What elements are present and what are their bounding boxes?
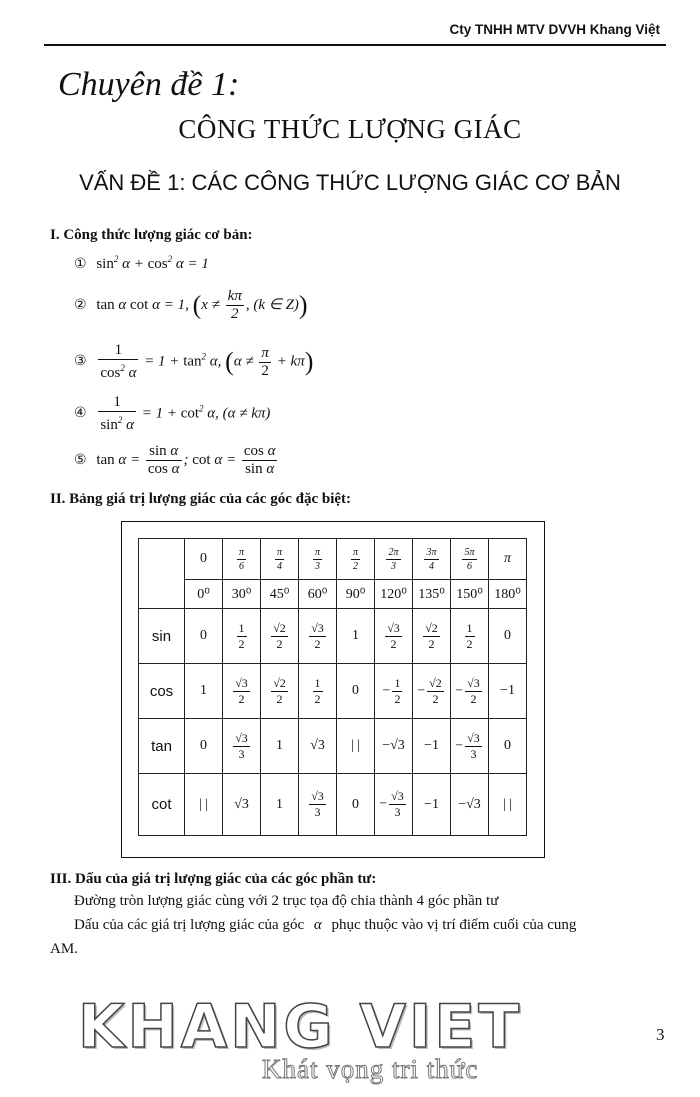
radian-cell: $\frac{\pi}{3}$ — [299, 539, 337, 580]
table-cell: 1 — [261, 774, 299, 836]
radian-cell: $\frac{2\pi}{3}$ — [375, 539, 413, 580]
section3-line2 — [74, 917, 576, 934]
formula-5: ⑤ tan α = $\frac{\text{sin α}}{\text{cos α}}$ ; cot α = $\frac{\text{cos α}}{\text{sin α}}$ — [74, 443, 276, 477]
chapter-label: Chuyên đề 1: — [58, 66, 240, 103]
table-cell: $\frac{1}{2}$ — [299, 664, 337, 719]
table-cell: − $\frac{√3}{3}$ — [375, 774, 413, 836]
table-cell: 0 — [337, 664, 375, 719]
table-cell: 1 — [261, 719, 299, 774]
table-cell: − $\frac{√2}{2}$ — [413, 664, 451, 719]
degree-cell: 150⁰ — [451, 580, 489, 609]
radian-cell: $\frac{5\pi}{6}$ — [451, 539, 489, 580]
radian-cell: $\frac{\pi}{2}$ — [337, 539, 375, 580]
function-label: sin — [139, 609, 185, 664]
table-cell: 0 — [337, 774, 375, 836]
section3-line2b: phục thuộc vào vị trí điểm cuối của cung — [331, 917, 577, 933]
header-rule — [44, 44, 666, 46]
formula-number: ③ — [74, 353, 87, 370]
table-cell: $\frac{√3}{2}$ — [375, 609, 413, 664]
table-cell: − $\frac{1}{2}$ — [375, 664, 413, 719]
formula-number: ② — [74, 296, 87, 313]
degree-cell: 120⁰ — [375, 580, 413, 609]
table-cell: −1 — [489, 664, 527, 719]
table-cell: − $\frac{√3}{3}$ — [451, 719, 489, 774]
radian-cell: π — [489, 539, 527, 580]
table-cell: 0 — [185, 609, 223, 664]
degree-cell: 180⁰ — [489, 580, 527, 609]
formula-number: ④ — [74, 405, 87, 422]
table-cell: 1 — [337, 609, 375, 664]
trig-table-frame — [121, 521, 545, 858]
table-cell: $\frac{1}{2}$ — [223, 609, 261, 664]
table-cell: −√3 — [451, 774, 489, 836]
table-corner — [139, 539, 185, 609]
radian-cell: $\frac{\pi}{4}$ — [261, 539, 299, 580]
radian-cell: 0 — [185, 539, 223, 580]
degree-cell: 90⁰ — [337, 580, 375, 609]
formula-number: ① — [74, 256, 87, 272]
table-cell: $\frac{√3}{2}$ — [223, 664, 261, 719]
degree-cell: 30⁰ — [223, 580, 261, 609]
formula-3: ③ $\frac{1}{\cos^2 \alpha}$ = $1 + \tan^2 \alpha$, (α ≠ $\frac{\pi}{2}$ + kπ) — [74, 342, 314, 381]
degree-cell: 60⁰ — [299, 580, 337, 609]
section2-heading: II. Bảng giá trị lượng giác của các góc đặc biệt: — [50, 491, 352, 507]
formula-number: ⑤ — [74, 451, 87, 468]
alpha-symbol: α — [313, 917, 322, 933]
table-cell: $\frac{√2}{2}$ — [261, 664, 299, 719]
table-cell: − $\frac{√3}{2}$ — [451, 664, 489, 719]
main-title: CÔNG THỨC LƯỢNG GIÁC — [178, 114, 522, 144]
degree-cell: 0⁰ — [185, 580, 223, 609]
table-cell: √3 — [299, 719, 337, 774]
trig-values-table — [138, 538, 527, 836]
function-label: cot — [139, 774, 185, 836]
function-label: cos — [139, 664, 185, 719]
formula-2: ② tan α cot α = 1, (x ≠ $\frac{k\pi}{2}$ , (k ∈ Z)) — [74, 288, 308, 322]
section1-heading: I. Công thức lượng giác cơ bản: — [50, 227, 253, 243]
table-cell: $\frac{√3}{3}$ — [299, 774, 337, 836]
table-cell: $\frac{√3}{2}$ — [299, 609, 337, 664]
table-cell: 0 — [489, 719, 527, 774]
page-number: 3 — [656, 1025, 665, 1044]
formula-1: ① $\sin^2 \alpha + \cos^2 \alpha = 1$ — [74, 254, 209, 272]
table-cell: | | — [185, 774, 223, 836]
publisher-name: Cty TNHH MTV DVVH Khang Việt — [449, 22, 660, 37]
sub-title: VẤN ĐỀ 1: CÁC CÔNG THỨC LƯỢNG GIÁC CƠ BẢN — [79, 170, 621, 195]
radian-cell: $\frac{\pi}{6}$ — [223, 539, 261, 580]
table-cell: $\frac{√2}{2}$ — [413, 609, 451, 664]
table-cell: 0 — [489, 609, 527, 664]
table-cell: −√3 — [375, 719, 413, 774]
degree-cell: 135⁰ — [413, 580, 451, 609]
section3-line2a: Dấu của các giá trị lượng giác của góc — [74, 917, 305, 933]
watermark-slogan: Khát vọng tri thức — [262, 1054, 479, 1084]
table-cell: −1 — [413, 719, 451, 774]
watermark-logo: KHANG VIET — [78, 992, 523, 1062]
table-cell: $\frac{√2}{2}$ — [261, 609, 299, 664]
table-cell: | | — [337, 719, 375, 774]
section3-line3: AM. — [50, 941, 78, 957]
table-cell: −1 — [413, 774, 451, 836]
table-cell: $\frac{1}{2}$ — [451, 609, 489, 664]
table-cell: $\frac{√3}{3}$ — [223, 719, 261, 774]
table-cell: √3 — [223, 774, 261, 836]
section3-heading: III. Dấu của giá trị lượng giác của các góc phần tư: — [50, 871, 377, 887]
table-cell: 1 — [185, 664, 223, 719]
degree-cell: 45⁰ — [261, 580, 299, 609]
table-cell: | | — [489, 774, 527, 836]
function-label: tan — [139, 719, 185, 774]
radian-cell: $\frac{3\pi}{4}$ — [413, 539, 451, 580]
table-cell: 0 — [185, 719, 223, 774]
formula-4: ④ $\frac{1}{\sin^2 \alpha}$ = $1 + \cot^2 \alpha$, (α ≠ kπ) — [74, 394, 271, 433]
section3-line1: Đường tròn lượng giác cùng với 2 trục tọa độ chia thành 4 góc phần tư — [74, 893, 499, 909]
